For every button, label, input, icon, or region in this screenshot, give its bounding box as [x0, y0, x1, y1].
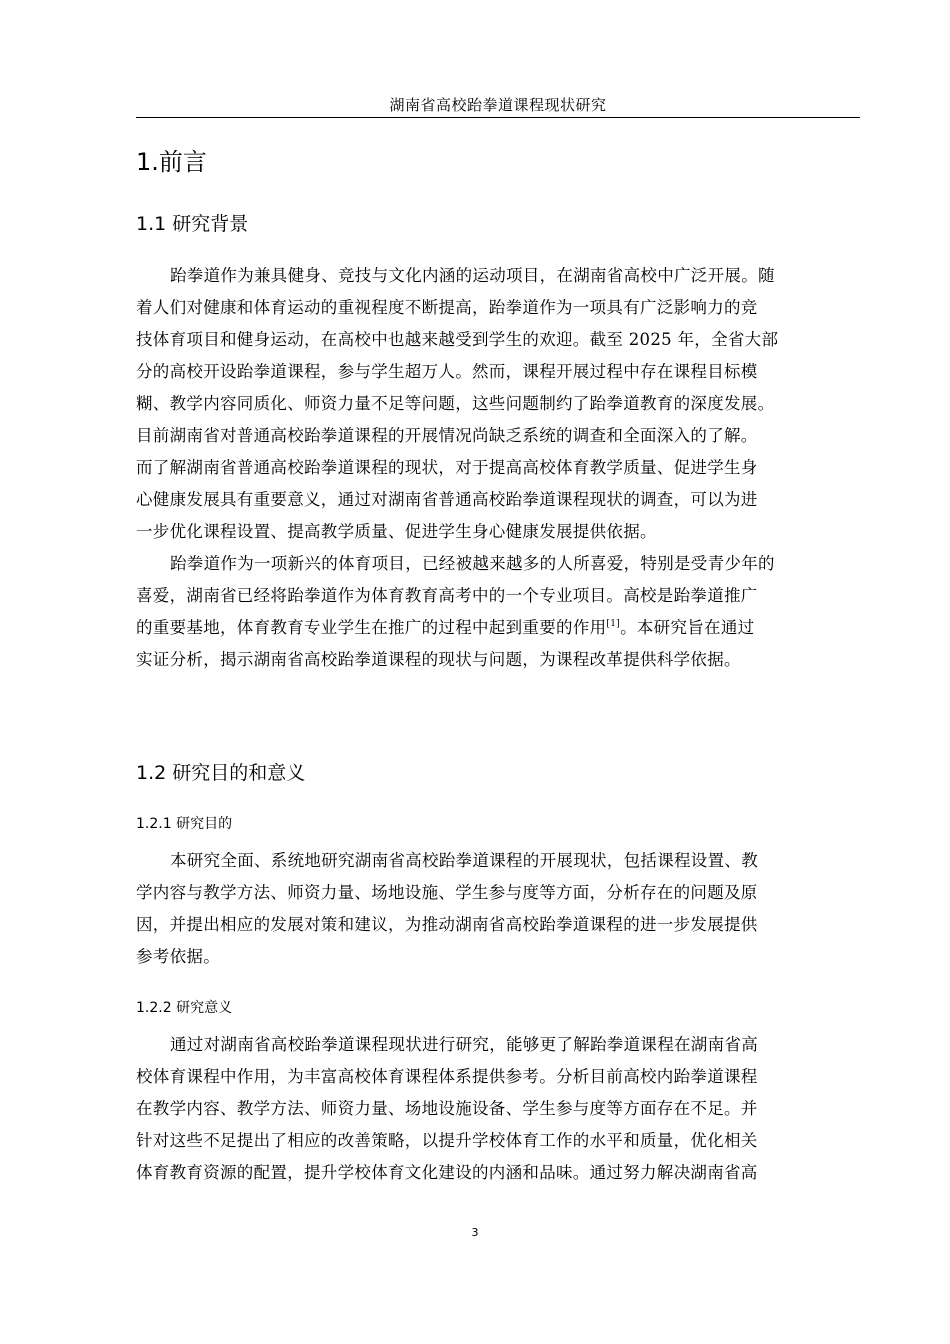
significance-paragraph — [136, 1029, 872, 1189]
section-heading-1-1: 1.1 研究背景 — [136, 213, 249, 235]
page-header-title: 湖南省高校跆拳道课程现状研究 — [389, 96, 607, 114]
paragraph-line: 针对这些不足提出了相应的改善策略，以提升学校体育工作的水平和质量，优化相关 — [136, 1131, 758, 1150]
paragraph-line: 跆拳道作为一项新兴的体育项目，已经被越来越多的人所喜爱，特别是受青少年的 — [170, 554, 775, 573]
paragraph-line: 通过对湖南省高校跆拳道课程现状进行研究，能够更了解跆拳道课程在湖南省高 — [170, 1035, 758, 1054]
paragraph-line-with-citation — [136, 612, 872, 644]
paragraph-line: 学内容与教学方法、师资力量、场地设施、学生参与度等方面，分析存在的问题及原 — [136, 883, 758, 902]
paragraph-line: 目前湖南省对普通高校跆拳道课程的开展情况尚缺乏系统的调查和全面深入的了解。 — [136, 426, 758, 445]
header-divider — [136, 117, 860, 118]
paragraph-text: 的重要基地，体育教育专业学生在推广的过程中起到重要的作用 — [136, 618, 607, 637]
subsection-heading-1-2-2: 1.2.2 研究意义 — [136, 1000, 233, 1016]
paragraph-line: 着人们对健康和体育运动的重视程度不断提高，跆拳道作为一项具有广泛影响力的竞 — [136, 298, 758, 317]
paragraph-line: 心健康发展具有重要意义，通过对湖南省普通高校跆拳道课程现状的调查，可以为进 — [136, 490, 758, 509]
paragraph-line: 本研究全面、系统地研究湖南省高校跆拳道课程的开展现状，包括课程设置、教 — [170, 851, 758, 870]
paragraph-line: 跆拳道作为兼具健身、竞技与文化内涵的运动项目，在湖南省高校中广泛开展。随 — [170, 266, 775, 285]
paragraph-line: 技体育项目和健身运动，在高校中也越来越受到学生的欢迎。截至 2025 年，全省大部 — [136, 330, 779, 349]
subsection-heading-1-2-1: 1.2.1 研究目的 — [136, 816, 233, 832]
paragraph-line: 因，并提出相应的发展对策和建议，为推动湖南省高校跆拳道课程的进一步发展提供 — [136, 915, 758, 934]
paragraph-line: 喜爱，湖南省已经将跆拳道作为体育教育高考中的一个专业项目。高校是跆拳道推广 — [136, 586, 758, 605]
chapter-title: 1.前言 — [136, 148, 207, 176]
paragraph-line: 一步优化课程设置、提高教学质量、促进学生身心健康发展提供依据。 — [136, 522, 657, 541]
section-heading-1-2: 1.2 研究目的和意义 — [136, 762, 306, 784]
page-number: 3 — [471, 1226, 479, 1239]
paragraph-text: 。本研究旨在通过 — [620, 618, 755, 637]
paragraph-line: 在教学内容、教学方法、师资力量、场地设施设备、学生参与度等方面存在不足。并 — [136, 1099, 758, 1118]
citation-reference: [1] — [606, 619, 621, 629]
paragraph-line: 体育教育资源的配置，提升学校体育文化建设的内涵和品味。通过努力解决湖南省高 — [136, 1163, 758, 1182]
paragraph-line: 校体育课程中作用，为丰富高校体育课程体系提供参考。分析目前高校内跆拳道课程 — [136, 1067, 758, 1086]
paragraph-line: 分的高校开设跆拳道课程，参与学生超万人。然而，课程开展过程中存在课程目标模 — [136, 362, 758, 381]
paragraph-line: 实证分析，揭示湖南省高校跆拳道课程的现状与问题，为课程改革提供科学依据。 — [136, 650, 741, 669]
paragraph-line: 而了解湖南省普通高校跆拳道课程的现状，对于提高高校体育教学质量、促进学生身 — [136, 458, 758, 477]
background-paragraph-2 — [136, 548, 872, 676]
background-paragraph-1 — [136, 260, 872, 548]
purpose-paragraph — [136, 845, 872, 973]
paragraph-line: 参考依据。 — [136, 947, 220, 966]
paragraph-line: 糊、教学内容同质化、师资力量不足等问题，这些问题制约了跆拳道教育的深度发展。 — [136, 394, 775, 413]
